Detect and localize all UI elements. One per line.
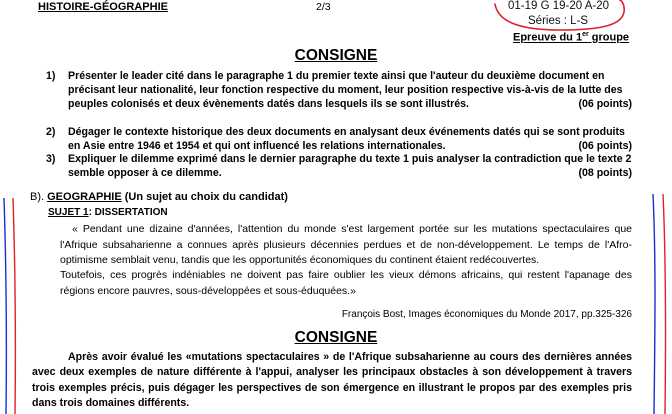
- consigne-title-1: CONSIGNE: [294, 47, 378, 64]
- consigne-title-2: CONSIGNE: [294, 329, 378, 346]
- consigne-2-text: Après avoir évalué les «mutations spectaculaires » de l'Afrique subsaharienne au cours des dernières années avec deux exemples de nature différente à l'appui, analyser les principaux obstacles à son développement à travers trois exemples précis, puis dégager les perspectives de son émergence en illustrant le propos par des exemples pris dans trois domaines différents.: [32, 351, 632, 410]
- item-points: (08 points): [578, 167, 632, 180]
- item-text: Présenter le leader cité dans le paragraphe 1 du premier texte ainsi que l'auteur du deuxième document en précisant leur nationalité, leur fonction respective du moment, leur position respective vis-à-vis de la lutte des peuples colonisés et deux évènements datés dans lesquels ils se sont illustrés.: [68, 70, 623, 111]
- item-number: 2): [46, 126, 56, 138]
- exam-group: Epreuve du 1er groupe: [513, 31, 630, 44]
- sujet-label: SUJET 1: [48, 207, 89, 218]
- subject-header: HISTOIRE-GÉOGRAPHIE: [38, 1, 168, 13]
- quote-source: François Bost, Images économiques du Monde 2017, pp.325-326: [341, 309, 632, 320]
- item-text: Dégager le contexte historique des deux documents en analysant deux événements datés qui se sont produits en Asie entre 1946 et 1954 et qui ont influencé les relations internationales.: [68, 126, 625, 153]
- item-number: 1): [46, 70, 56, 82]
- section-prefix: B).: [30, 191, 45, 203]
- item-points: (06 points): [578, 140, 632, 153]
- quote-paragraph-1: « Pendant une dizaine d'années, l'attention du monde s'est largement portée sur les mutations spectaculaires que l'Afrique subsaharienne a connues après plusieurs décennies perdues et de non-développement. Le temps de l'Afro-optimisme semblait venu, tandis que les opportunités économiques du continent étaient redécouvertes.: [60, 223, 632, 267]
- section-title: GEOGRAPHIE: [47, 191, 122, 203]
- item-points: (06 points): [578, 98, 632, 111]
- page-number: 2/3: [316, 1, 331, 13]
- exam-code: 01-19 G 19-20 A-20: [508, 0, 610, 12]
- exam-series: Séries : L-S: [528, 15, 589, 27]
- sujet-type: : DISSERTATION: [88, 207, 168, 218]
- item-number: 3): [46, 153, 56, 165]
- item-text: Expliquer le dilemme exprimé dans le dernier paragraphe du texte 1 puis analyser la contradiction que le texte 2 semble opposer à ce dilemme.: [68, 153, 632, 180]
- section-subtitle: (Un sujet au choix du candidat): [124, 191, 288, 203]
- quote-paragraph-2: Toutefois, ces progrès indéniables ne doivent pas faire oublier les vieux démons africains, qui restent l'apanage des régions encore pauvres, sous-développées et sous-éduquées.»: [60, 269, 632, 297]
